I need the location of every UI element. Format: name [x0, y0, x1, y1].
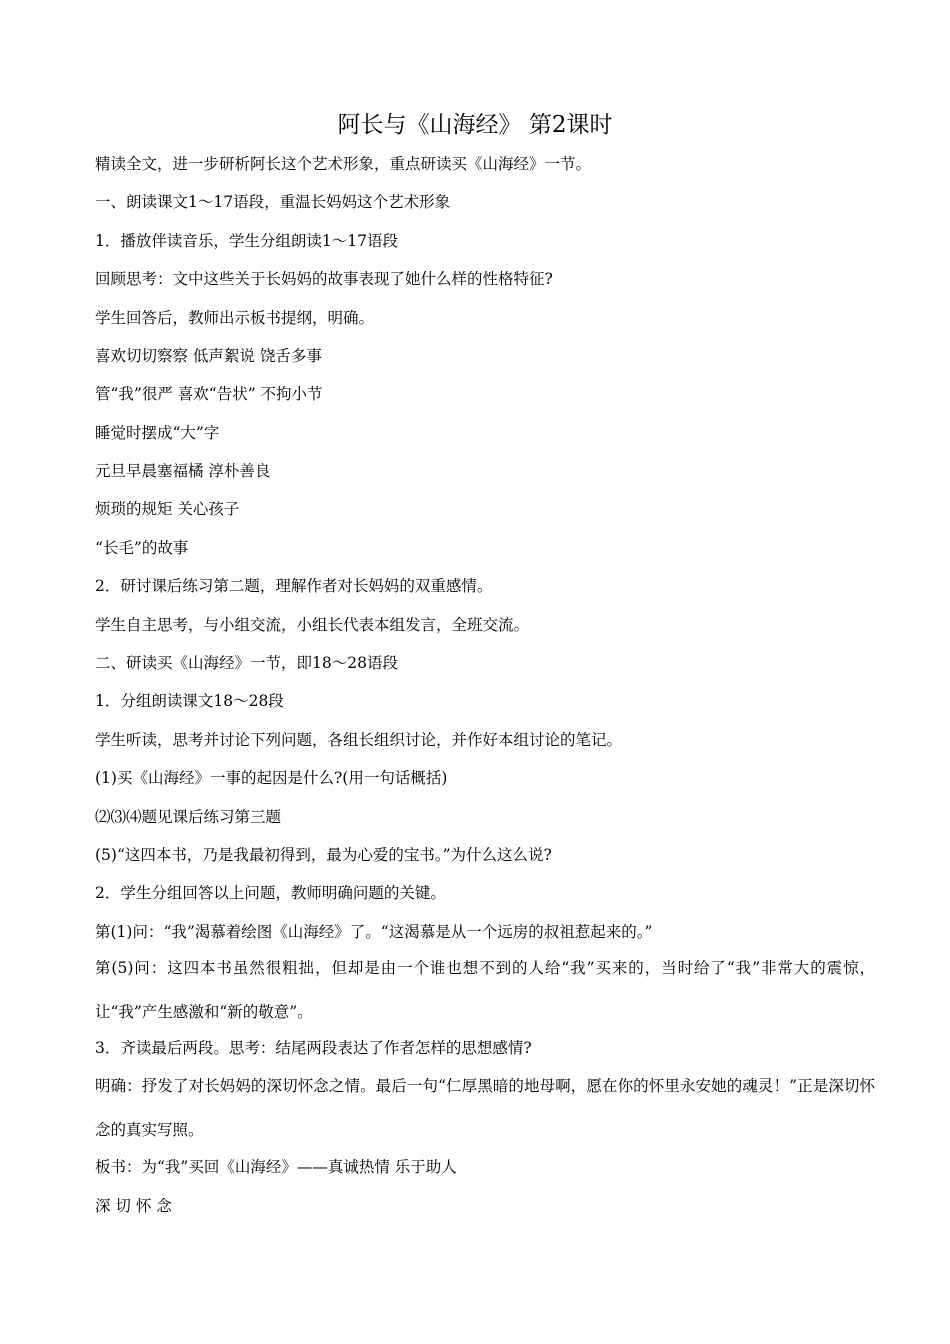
section-two-heading: 二、研读买《山海经》一节，即18～28语段: [95, 654, 398, 672]
step-2-line: 2．研讨课后练习第二题，理解作者对长妈妈的双重感情。: [95, 577, 493, 595]
review-question-line: 回顾思考：文中这些关于长妈妈的故事表现了她什么样的性格特征?: [95, 270, 553, 288]
step-1-line: 1．播放伴读音乐，学生分组朗读1～17语段: [95, 232, 398, 250]
clarification-paragraph: 明确：抒发了对长妈妈的深切怀念之情。最后一句“仁厚黑暗的地母啊，愿在你的怀里永安她的魂灵！”正是深切怀念的真实写照。: [95, 1077, 875, 1139]
board-summary-line: 板书：为“我”买回《山海经》——真诚热情 乐于助人: [95, 1158, 457, 1176]
step-2-line: 2．学生分组回答以上问题，教师明确问题的关键。: [95, 884, 446, 902]
step-1-line: 1．分组朗读课文18～28段: [95, 692, 284, 710]
board-outline-line: 喜欢切切察察 低声絮说 饶舌多事: [95, 347, 322, 365]
board-outline-line: 管“我”很严 喜欢“告状” 不拘小节: [95, 385, 323, 403]
board-outline-line: 烦琐的规矩 关心孩子: [95, 500, 240, 518]
board-outline-line: 睡觉时摆成“大”字: [95, 424, 220, 442]
question-5-line: (5)“这四本书，乃是我最初得到，最为心爱的宝书。”为什么这么说?: [95, 846, 552, 864]
step-3-line: 3．齐读最后两段。思考：结尾两段表达了作者怎样的思想感情?: [95, 1039, 532, 1057]
answer-1-line: 第(1)问：“我”渴慕着绘图《山海经》了。“这渴慕是从一个远房的叔祖惹起来的。”: [95, 923, 653, 941]
listening-task-line: 学生听读，思考并讨论下列问题，各组长组织讨论，并作好本组讨论的笔记。: [95, 731, 623, 749]
answer-5-paragraph: 第(5)问：这四本书虽然很粗拙，但却是由一个谁也想不到的人给“我”买来的，当时给了“我”非常大的震惊，让“我”产生感激和“新的敬意”。: [95, 959, 875, 1021]
board-outline-line: 元旦早晨塞福橘 淳朴善良: [95, 462, 271, 480]
discussion-note-line: 学生自主思考，与小组交流，小组长代表本组发言，全班交流。: [95, 616, 530, 634]
question-1-line: (1)买《山海经》一事的起因是什么?(用一句话概括): [95, 769, 448, 787]
board-outline-line: “长毛”的故事: [95, 539, 189, 557]
section-one-heading: 一、朗读课文1～17语段，重温长妈妈这个艺术形象: [95, 193, 451, 211]
intro-line: 精读全文，进一步研析阿长这个艺术形象，重点研读买《山海经》一节。: [95, 155, 592, 173]
teacher-note-line: 学生回答后，教师出示板书提纲，明确。: [95, 309, 375, 327]
questions-2-4-line: ⑵⑶⑷题见课后练习第三题: [95, 808, 282, 826]
document-title: 阿长与《山海经》 第2课时: [337, 112, 613, 138]
board-summary-line: 深 切 怀 念: [95, 1197, 172, 1215]
